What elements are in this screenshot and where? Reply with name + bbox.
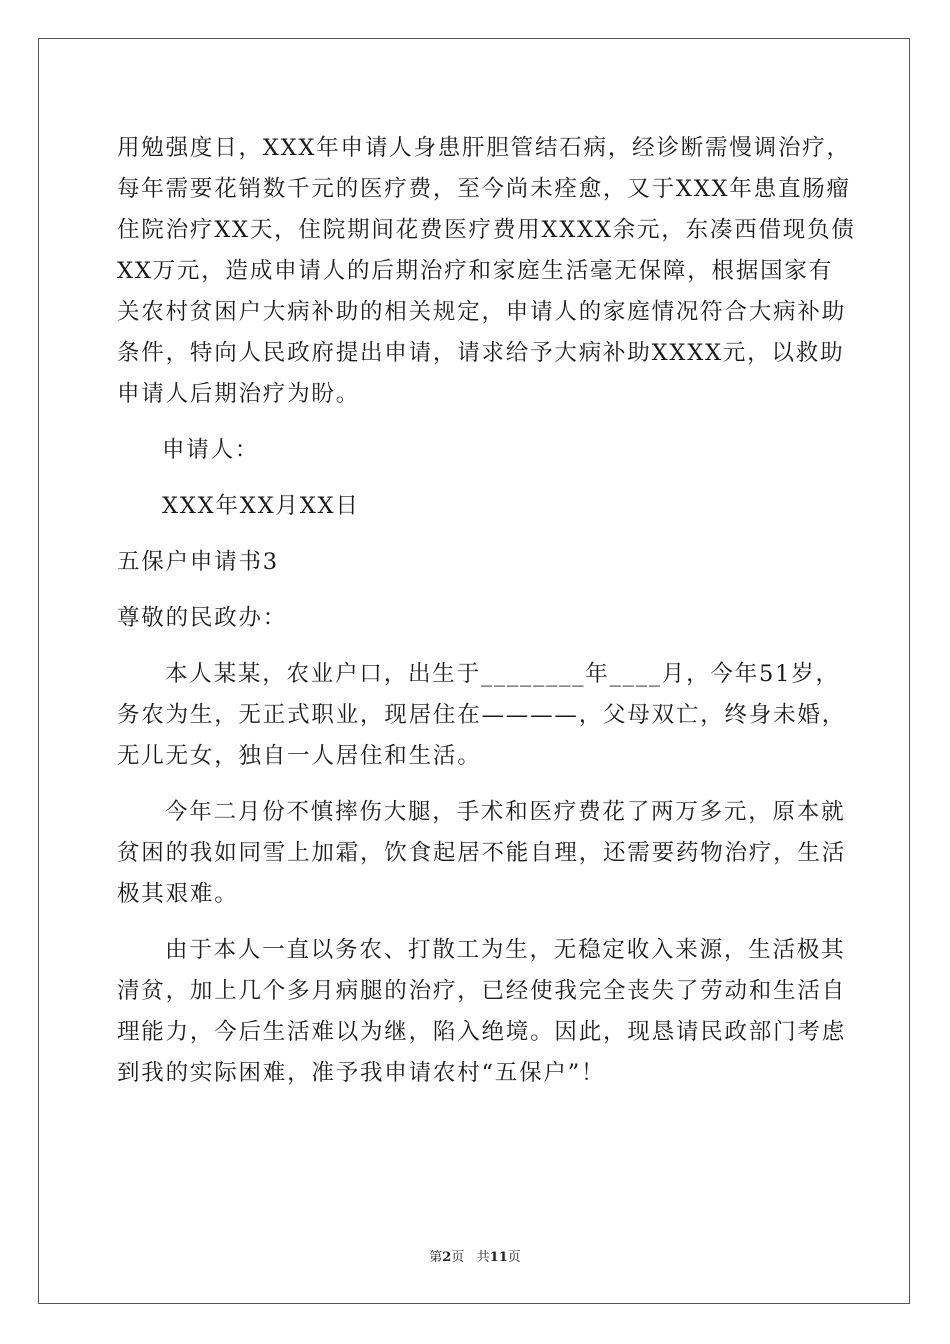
text-line: 极其艰难。 [117, 881, 239, 907]
text-line: 理能力，今后生活难以为继，陷入绝境。因此，现恳请民政部门考虑 [117, 1019, 847, 1045]
salutation: 尊敬的民政办： [117, 605, 288, 631]
total-pages: 11 [489, 1250, 508, 1265]
text-line: 住院治疗XX天，住院期间花费医疗费用XXXX余元，东凑西借现负债 [117, 217, 856, 243]
document-body [117, 128, 856, 1094]
text-line: 条件，特向人民政府提出申请，请求给予大病补助XXXX元，以救助 [117, 340, 845, 366]
text-line: 由于本人一直以务农、打散工为生，无稳定收入来源，生活极其 [165, 937, 846, 963]
total-suffix: 页 [507, 1250, 521, 1265]
text-line: 清贫，加上几个多月病腿的治疗，已经使我完全丧失了劳动和生活自 [117, 978, 847, 1004]
text-line: 无儿无女，独自一人居住和生活。 [117, 743, 482, 769]
page-suffix: 页 [451, 1250, 465, 1265]
applicant-label: 申请人： [162, 437, 260, 463]
text-line: 用勉强度日，XXX年申请人身患肝胆管结石病，经诊断需慢调治疗， [117, 135, 851, 161]
text-line: 务农为生，无正式职业，现居住在————，父母双亡，终身未婚， [117, 702, 847, 728]
text-line: 到我的实际困难，准予我申请农村“五保户”！ [117, 1060, 606, 1086]
section-title: 五保户申请书3 [117, 549, 279, 575]
page-number: 2 [442, 1250, 452, 1265]
paragraph-4 [117, 930, 847, 1094]
page-footer [0, 1246, 950, 1265]
paragraph-3 [117, 792, 847, 915]
text-line: XX万元，造成申请人的后期治疗和家庭生活毫无保障，根据国家有 [117, 258, 834, 284]
date-line: XXX年XX月XX日 [162, 493, 360, 519]
paragraph-2 [117, 654, 847, 777]
text-line: 本人某某，农业户口，出生于________年____月，今年51岁， [165, 661, 840, 687]
total-prefix: 共 [476, 1250, 490, 1265]
text-line: 申请人后期治疗为盼。 [117, 381, 361, 407]
page-prefix: 第 [429, 1250, 443, 1265]
text-line: 今年二月份不慎摔伤大腿，手术和医疗费花了两万多元，原本就 [165, 799, 846, 825]
text-line: 关农村贫困户大病补助的相关规定，申请人的家庭情况符合大病补助 [117, 299, 847, 325]
text-line: 贫困的我如同雪上加霜，饮食起居不能自理，还需要药物治疗，生活 [117, 840, 847, 866]
text-line: 每年需要花销数千元的医疗费，至今尚未痊愈，又于XXX年患直肠瘤 [117, 176, 851, 202]
paragraph-1 [117, 128, 856, 415]
